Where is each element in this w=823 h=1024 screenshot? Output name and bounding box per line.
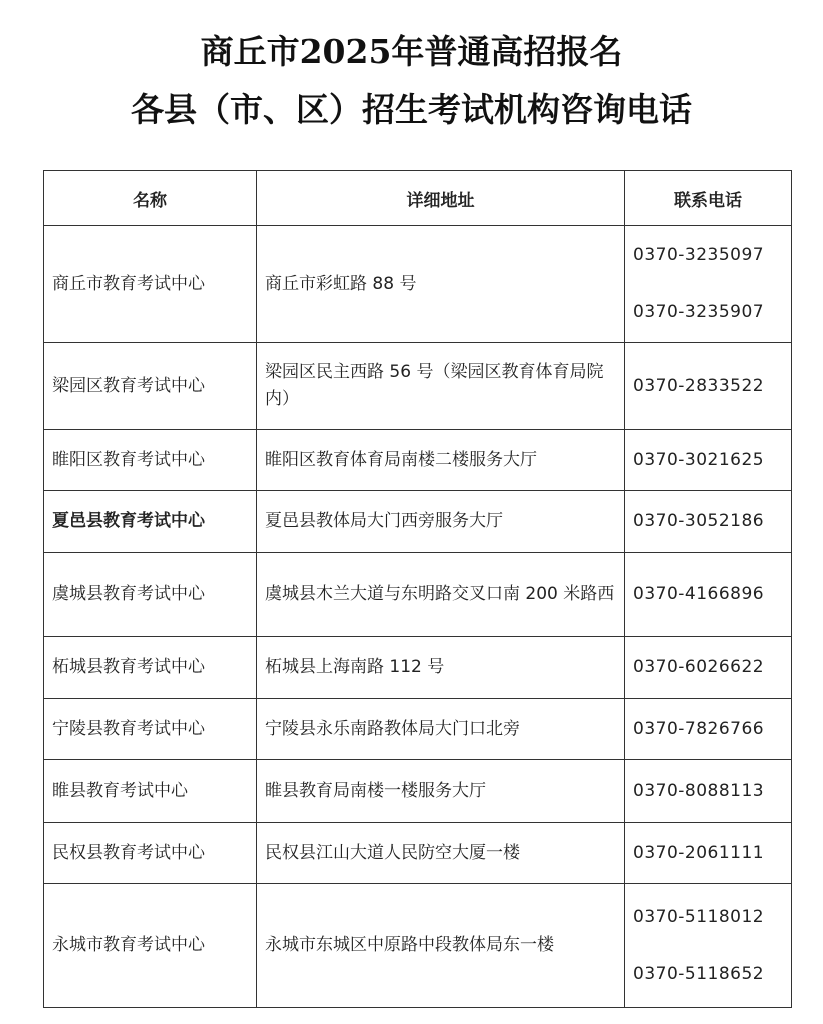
row-phone	[625, 226, 792, 343]
table-row	[44, 823, 792, 884]
row-address: 民权县江山大道人民防空大厦一楼	[257, 823, 625, 884]
row-name: 虞城县教育考试中心	[44, 553, 257, 637]
table-row	[44, 430, 792, 491]
header-phone: 联系电话	[625, 171, 792, 226]
phone-number: 0370-5118652	[633, 963, 765, 984]
row-name: 宁陵县教育考试中心	[44, 699, 257, 760]
phone-number: 0370-5118012	[633, 906, 765, 927]
contacts-table	[43, 170, 792, 1008]
table-row	[44, 343, 792, 430]
row-phone: 0370-3021625	[625, 430, 792, 491]
row-name: 民权县教育考试中心	[44, 823, 257, 884]
table-row	[44, 699, 792, 760]
row-name: 商丘市教育考试中心	[44, 226, 257, 343]
row-address: 商丘市彩虹路 88 号	[257, 226, 625, 343]
table-row	[44, 884, 792, 1008]
table-row	[44, 553, 792, 637]
row-address: 睢阳区教育体育局南楼二楼服务大厅	[257, 430, 625, 491]
row-phone: 0370-6026622	[625, 637, 792, 699]
row-address: 梁园区民主西路 56 号（梁园区教育体育局院内）	[257, 343, 625, 430]
row-name: 永城市教育考试中心	[44, 884, 257, 1008]
table-row	[44, 637, 792, 699]
row-phone: 0370-8088113	[625, 760, 792, 823]
row-phone: 0370-7826766	[625, 699, 792, 760]
document-title-line-1: 商丘市2025年普通高招报名	[200, 32, 623, 71]
document-title-line-2: 各县（市、区）招生考试机构咨询电话	[131, 90, 692, 129]
header-name: 名称	[44, 171, 257, 226]
row-name: 柘城县教育考试中心	[44, 637, 257, 699]
row-phone: 0370-2061111	[625, 823, 792, 884]
row-phone: 0370-2833522	[625, 343, 792, 430]
row-name: 睢阳区教育考试中心	[44, 430, 257, 491]
row-address: 虞城县木兰大道与东明路交叉口南 200 米路西	[257, 553, 625, 637]
row-phone	[625, 884, 792, 1008]
phone-number: 0370-3235907	[633, 302, 765, 322]
table-row	[44, 491, 792, 553]
row-address: 永城市东城区中原路中段教体局东一楼	[257, 884, 625, 1008]
row-address: 柘城县上海南路 112 号	[257, 637, 625, 699]
row-name: 夏邑县教育考试中心	[44, 491, 257, 553]
row-address: 睢县教育局南楼一楼服务大厅	[257, 760, 625, 823]
table-row	[44, 226, 792, 343]
row-name: 睢县教育考试中心	[44, 760, 257, 823]
phone-number: 0370-3235097	[633, 245, 765, 265]
header-address: 详细地址	[257, 171, 625, 226]
row-address: 夏邑县教体局大门西旁服务大厅	[257, 491, 625, 553]
row-phone: 0370-4166896	[625, 553, 792, 637]
row-name: 梁园区教育考试中心	[44, 343, 257, 430]
table-header-row	[44, 171, 792, 226]
row-address: 宁陵县永乐南路教体局大门口北旁	[257, 699, 625, 760]
table-row	[44, 760, 792, 823]
row-phone: 0370-3052186	[625, 491, 792, 553]
